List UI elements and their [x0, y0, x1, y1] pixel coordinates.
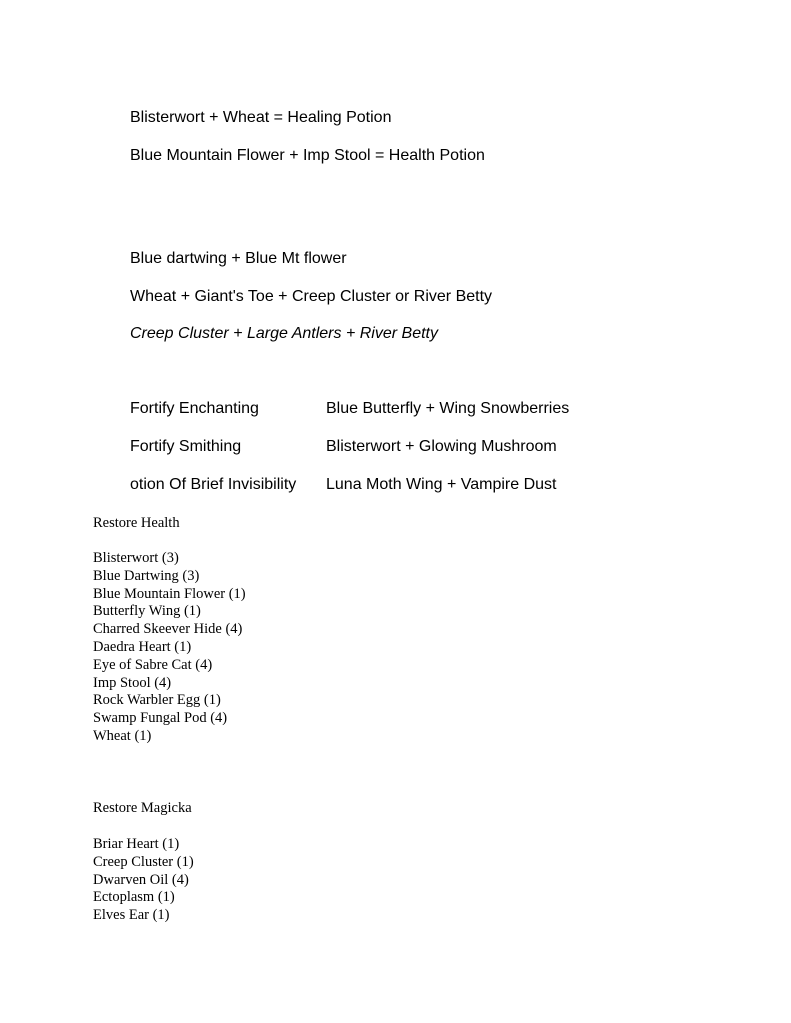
effect-ingredients: Luna Moth Wing + Vampire Dust — [326, 476, 557, 493]
list-item: Imp Stool (4) — [93, 674, 172, 691]
combo-line: Blue dartwing + Blue Mt flower — [130, 250, 347, 267]
effect-ingredients: Blisterwort + Glowing Mushroom — [326, 438, 557, 455]
list-item: Creep Cluster (1) — [93, 853, 194, 870]
list-item: Eye of Sabre Cat (4) — [93, 656, 213, 673]
list-item: Blue Mountain Flower (1) — [93, 585, 246, 602]
list-item: Swamp Fungal Pod (4) — [93, 710, 228, 727]
list-item: Daedra Heart (1) — [93, 638, 192, 655]
restore-health-list — [93, 550, 246, 746]
list-item: Blue Dartwing (3) — [93, 567, 200, 584]
list-item: Butterfly Wing (1) — [93, 603, 201, 620]
effect-name: otion Of Brief Invisibility — [130, 476, 297, 493]
list-item: Ectoplasm (1) — [93, 889, 175, 906]
list-item: Dwarven Oil (4) — [93, 871, 189, 888]
list-item: Wheat (1) — [93, 727, 152, 744]
list-item: Rock Warbler Egg (1) — [93, 692, 221, 709]
list-item: Charred Skeever Hide (4) — [93, 621, 243, 638]
combo-line: Wheat + Giant's Toe + Creep Cluster or River Betty — [130, 288, 493, 305]
effect-ingredients: Blue Butterfly + Wing Snowberries — [326, 400, 570, 417]
restore-magicka-list — [93, 836, 194, 925]
list-item: Blisterwort (3) — [93, 550, 179, 566]
effect-name: Fortify Smithing — [130, 438, 242, 455]
effect-name: Fortify Enchanting — [130, 400, 259, 417]
combo-line-italic: Creep Cluster + Large Antlers + River Betty — [130, 325, 438, 342]
list-item: Elves Ear (1) — [93, 907, 170, 924]
restore-health-heading: Restore Health — [93, 515, 180, 531]
restore-magicka-heading: Restore Magicka — [93, 800, 192, 816]
recipe-line: Blisterwort + Wheat = Healing Potion — [130, 109, 392, 126]
recipe-line: Blue Mountain Flower + Imp Stool = Health Potion — [130, 147, 485, 164]
list-item: Briar Heart (1) — [93, 836, 180, 852]
